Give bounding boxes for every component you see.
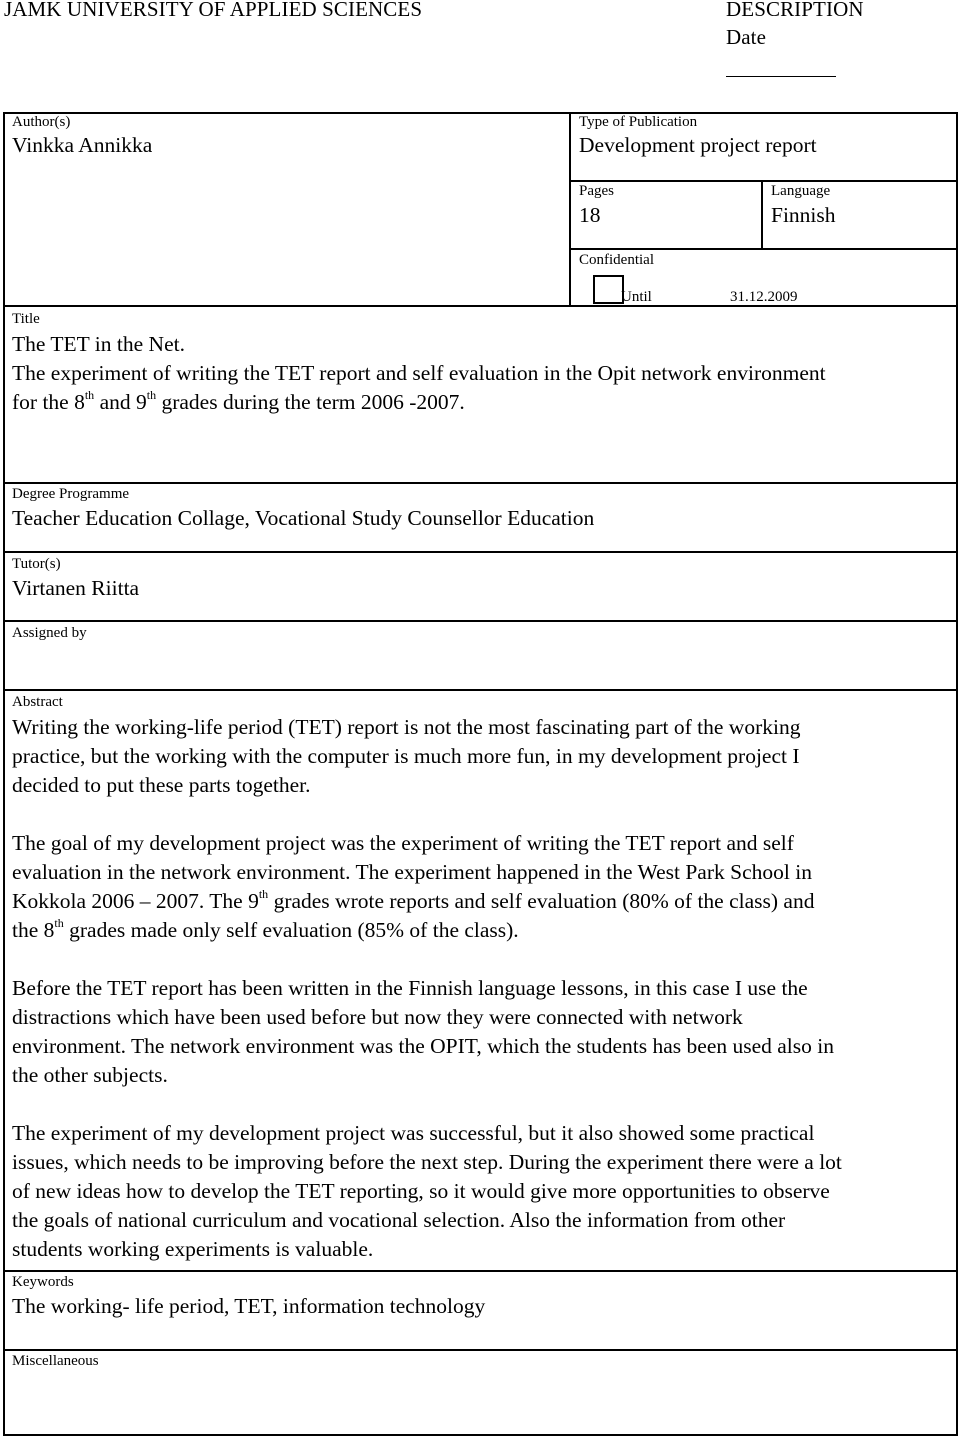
- publication-type-value[interactable]: Development project report: [579, 133, 817, 157]
- abstract-line: students working experiments is valuable.: [12, 1237, 374, 1261]
- abstract-line: distractions which have been used before but now they were connected with network: [12, 1005, 743, 1029]
- abstract-line: the 8th grades made only self evaluation (85% of the class).: [12, 915, 519, 942]
- keywords-value[interactable]: The working- life period, TET, information technology: [12, 1294, 486, 1318]
- author-label: Author(s): [12, 114, 71, 130]
- divider-publication-pages: [569, 180, 958, 182]
- until-underline: [621, 305, 839, 306]
- pages-label: Pages: [579, 183, 614, 199]
- pages-value[interactable]: 18: [579, 203, 601, 227]
- title-label: Title: [12, 311, 40, 327]
- confidential-label: Confidential: [579, 252, 654, 268]
- abstract-line: The experiment of my development project was successful, but it also showed some practical: [12, 1121, 815, 1145]
- divider-assigned: [3, 620, 958, 622]
- abstract-text[interactable]: [12, 713, 952, 1264]
- author-value[interactable]: Vinkka Annikka: [12, 133, 153, 157]
- abstract-line: Writing the working-life period (TET) report is not the most fascinating part of the working: [12, 715, 801, 739]
- title-line: The experiment of writing the TET report and self evaluation in the Opit network environment: [12, 361, 826, 385]
- abstract-line: decided to put these parts together.: [12, 773, 311, 797]
- abstract-line: Before the TET report has been written in the Finnish language lessons, in this case I use the: [12, 976, 808, 1000]
- divider-degree: [3, 482, 958, 484]
- abstract-line: of new ideas how to develop the TET reporting, so it would give more opportunities to observe: [12, 1179, 830, 1203]
- title-line: for the 8th and 9th grades during the term 2006 -2007.: [12, 387, 465, 414]
- abstract-line: the goals of national curriculum and vocational selection. Also the information from other: [12, 1208, 786, 1232]
- divider-abstract: [3, 689, 958, 691]
- document-type: DESCRIPTION: [726, 0, 864, 21]
- keywords-label: Keywords: [12, 1274, 74, 1290]
- publication-type-label: Type of Publication: [579, 114, 698, 130]
- abstract-blank: [12, 1090, 952, 1119]
- until-label: Until: [621, 289, 652, 305]
- degree-programme-value[interactable]: Teacher Education Collage, Vocational Study Counsellor Education: [12, 506, 595, 530]
- divider-tutor: [3, 551, 958, 553]
- divider-pages-confidential: [569, 248, 958, 250]
- confidential-checkbox[interactable]: [593, 275, 624, 304]
- until-date[interactable]: 31.12.2009: [730, 289, 798, 305]
- abstract-line: evaluation in the network environment. The experiment happened in the West Park School in: [12, 860, 812, 884]
- abstract-blank: [12, 945, 952, 974]
- miscellaneous-label: Miscellaneous: [12, 1353, 99, 1369]
- degree-programme-label: Degree Programme: [12, 486, 130, 502]
- abstract-line: issues, which needs to be improving before the next step. During the experiment there were a lot: [12, 1150, 842, 1174]
- abstract-blank: [12, 800, 952, 829]
- abstract-line: environment. The network environment was the OPIT, which the students has been used also in: [12, 1034, 834, 1058]
- title-line: The TET in the Net.: [12, 332, 185, 356]
- title-value[interactable]: [12, 330, 952, 417]
- abstract-line: The goal of my development project was the experiment of writing the TET report and self: [12, 831, 794, 855]
- tutor-label: Tutor(s): [12, 556, 61, 572]
- assigned-by-label: Assigned by: [12, 625, 87, 641]
- date-label: Date: [726, 25, 767, 49]
- abstract-label: Abstract: [12, 694, 63, 710]
- divider-keywords: [3, 1270, 958, 1272]
- divider-author-publication: [569, 112, 571, 306]
- abstract-line: the other subjects.: [12, 1063, 168, 1087]
- divider-misc: [3, 1349, 958, 1351]
- divider-pages-language: [761, 180, 763, 248]
- language-label: Language: [771, 183, 831, 199]
- abstract-line: practice, but the working with the computer is much more fun, in my development project I: [12, 744, 800, 768]
- tutor-value[interactable]: Virtanen Riitta: [12, 576, 140, 600]
- university-name: JAMK UNIVERSITY OF APPLIED SCIENCES: [4, 0, 423, 21]
- language-value[interactable]: Finnish: [771, 203, 836, 227]
- abstract-line: Kokkola 2006 – 2007. The 9th grades wrote reports and self evaluation (80% of the class) and: [12, 886, 815, 913]
- date-field-underline[interactable]: [726, 76, 836, 77]
